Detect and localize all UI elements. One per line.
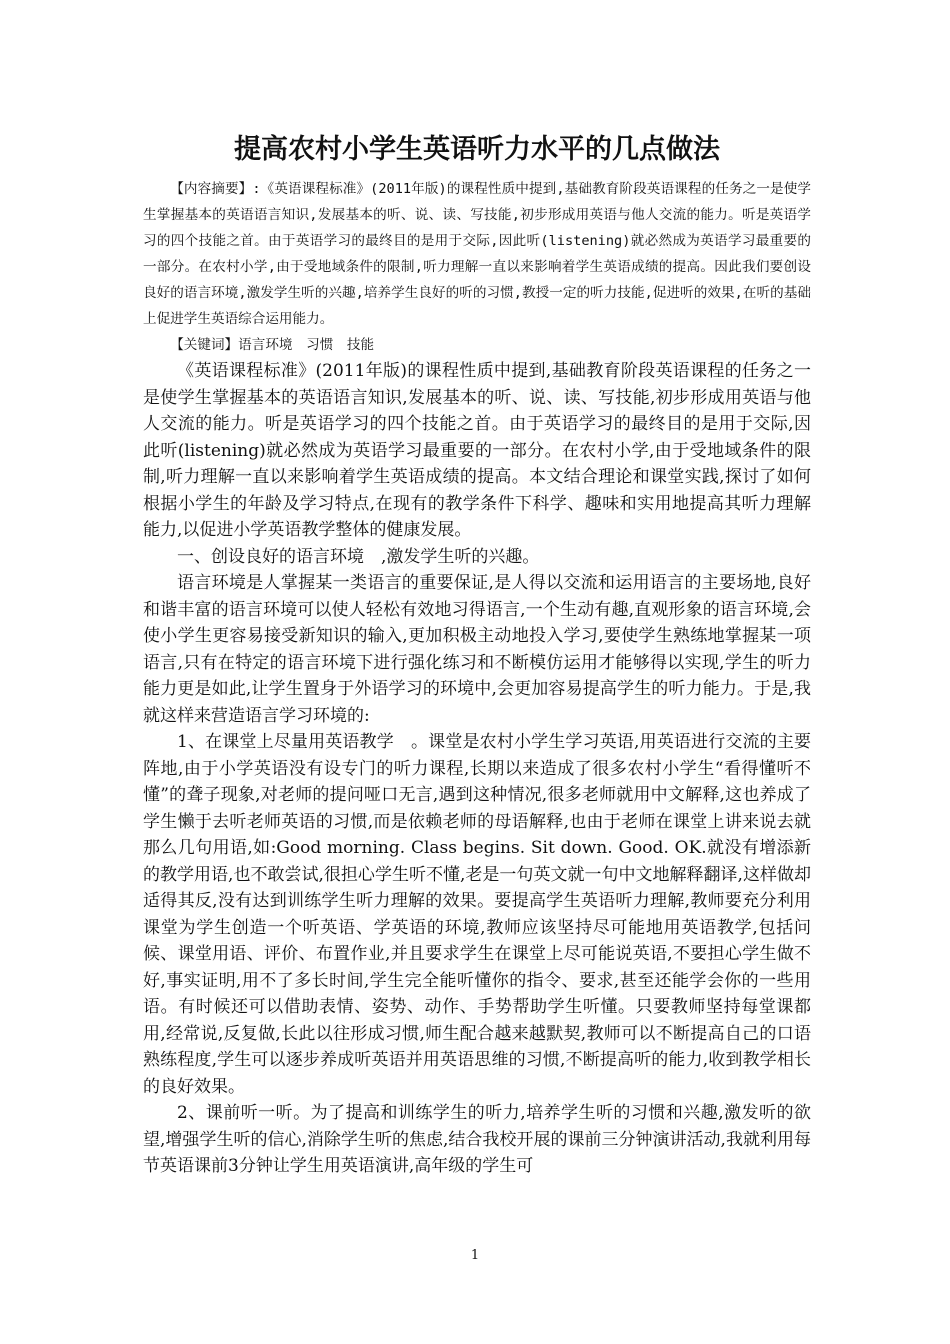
document-title: 提高农村小学生英语听力水平的几点做法	[234, 134, 720, 165]
keywords-line	[143, 332, 811, 358]
section-1-paragraph: 语言环境是人掌握某一类语言的重要保证,是人得以交流和运用语言的主要场地,良好和谐丰富的语言环境可以使人轻松有效地习得语言,一个生动有趣,直观形象的语言环境,会使小学生更容易接受新知识的输入,更加积极主动地投入学习,要使学生熟练地掌握某一项语言,只有在特定的语言环境下进行强化练习和不断模仿运用才能够得以实现,学生的听力能力更是如此,让学生置身于外语学习的环境中,会更加容易提高学生的听力能力。于是,我就这样来营造语言学习环境的:	[143, 573, 811, 726]
keywords-text: 语言环境 习惯 技能	[238, 337, 375, 353]
document-body	[143, 130, 811, 1180]
abstract-paragraph	[143, 176, 811, 332]
abstract-text: 《英语课程标准》(2011年版)的课程性质中提到,基础教育阶段英语课程的任务之一是使学生掌握基本的英语语言知识,发展基本的听、说、读、写技能,初步形成用英语与他人交流的能力。听是英语学习的四个技能之首。由于英语学习的最终目的是用于交际,因此听(listening)就必然成为英语学习最重要的一部分。在农村小学,由于受地域条件的限制,听力理解一直以来影响着学生英语成绩的提高。因此我们要创设良好的语言环境,激发学生听的兴趣,培养学生良好的听的习惯,教授一定的听力技能,促进听的效果,在听的基础上促进学生英语综合运用能力。	[143, 181, 811, 327]
keywords-label: 【关键词】	[170, 337, 239, 353]
page-number: 1	[470, 1248, 480, 1263]
item-2-paragraph: 2、课前听一听。为了提高和训练学生的听力,培养学生听的习惯和兴趣,激发听的欲望,增强学生听的信心,消除学生听的焦虑,结合我校开展的课前三分钟演讲活动,我就利用每节英语课前3分钟让学生用英语演讲,高年级的学生可	[143, 1103, 811, 1176]
abstract-label: 【内容摘要】:	[170, 181, 261, 197]
intro-paragraph: 《英语课程标准》(2011年版)的课程性质中提到,基础教育阶段英语课程的任务之一是使学生掌握基本的英语语言知识,发展基本的听、说、读、写技能,初步形成用英语与他人交流的能力。听是英语学习的四个技能之首。由于英语学习的最终目的是用于交际,因此听(listening)就必然成为英语学习最重要的一部分。在农村小学,由于受地域条件的限制,听力理解一直以来影响着学生英语成绩的提高。本文结合理论和课堂实践,探讨了如何根据小学生的年龄及学习特点,在现有的教学条件下科学、趣味和实用地提高其听力理解能力,以促进小学英语教学整体的健康发展。	[143, 361, 811, 540]
section-1-heading: 一、创设良好的语言环境 ,激发学生听的兴趣。	[177, 546, 540, 567]
item-1-paragraph: 1、在课堂上尽量用英语教学 。课堂是农村小学生学习英语,用英语进行交流的主要阵地,由于小学英语没有设专门的听力课程,长期以来造成了很多农村小学生“看得懂听不懂”的聋子现象,对老师的提问哑口无言,遇到这种情况,很多老师就用中文解释,这也养成了学生懒于去听老师英语的习惯,而是依赖老师的母语解释,也由于老师在课堂上讲来说去就那么几句用语,如:Good morning. Class begins. Sit down. Good. OK.就没有增添新的教学用语,也不敢尝试,很担心学生听不懂,老是一句英文就一句中文地解释翻译,这样做却适得其反,没有达到训练学生听力理解的效果。要提高学生英语听力理解,教师要充分利用课堂为学生创造一个听英语、学英语的环境,教师应该坚持尽可能地用英语教学,包括问候、课堂用语、评价、布置作业,并且要求学生在课堂上尽可能说英语,不要担心学生做不好,事实证明,用不了多长时间,学生完全能听懂你的指令、要求,甚至还能学会你的一些用语。有时候还可以借助表情、姿势、动作、手势帮助学生听懂。只要教师坚持每堂课都用,经常说,反复做,长此以往形成习惯,师生配合越来越默契,教师可以不断提高自己的口语熟练程度,学生可以逐步养成听英语并用英语思维的习惯,不断提高听的能力,收到教学相长的良好效果。	[143, 732, 811, 1097]
